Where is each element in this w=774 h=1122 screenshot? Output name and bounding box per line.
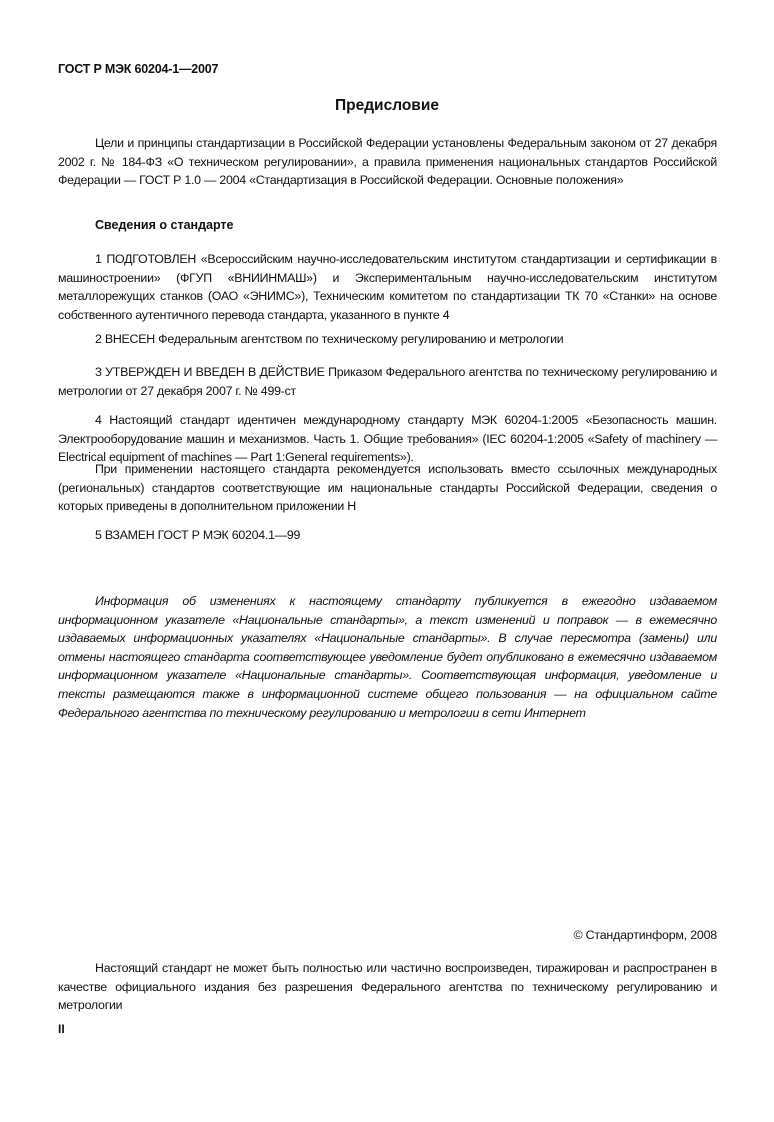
item-1-prepared: 1 ПОДГОТОВЛЕН «Всероссийским научно-исследовательским институтом стандартизации и сертификации в машиностроении» (ФГУП «ВНИИНМАШ») и Экспериментальным научно-исследовательским институтом металлорежущих станков (ОАО «ЭНИМС»), Техническим комитетом по стандартизации ТК 70 «Станки» на основе собственного аутентичного перевода стандарта, указанного в пункте 4	[58, 252, 717, 322]
section-heading: Сведения о стандарте	[95, 218, 234, 232]
standard-code-header: ГОСТ Р МЭК 60204-1—2007	[58, 62, 219, 76]
copyright-line: © Стандартинформ, 2008	[573, 928, 717, 942]
intro-paragraph: Цели и принципы стандартизации в Российской Федерации установлены Федеральным законом от 27 декабря 2002 г. № 184-ФЗ «О техническом регулировании», а правила применения национальных стандартов Российской Федерации — ГОСТ Р 1.0 — 2004 «Стандартизация в Российской Федерации. Основные положения»	[58, 136, 717, 188]
item-2-introduced: 2 ВНЕСЕН Федеральным агентством по техническому регулированию и метрологии	[95, 332, 564, 346]
item-3-approved: 3 УТВЕРЖДЕН И ВВЕДЕН В ДЕЙСТВИЕ Приказом Федерального агентства по техническому регулированию и метрологии от 27 декабря 2007 г. № 499-ст	[58, 365, 717, 398]
page-number: II	[58, 1022, 65, 1036]
changes-notice: Информация об изменениях к настоящему стандарту публикуется в ежегодно издаваемом информационном указателе «Национальные стандарты», а текст изменений и поправок — в ежемесячно издаваемых информационных указателях «Национальные стандарты». В случае пересмотра (замены) или отмены настоящего стандарта соответствующее уведомление будет опубликовано в ежемесячно издаваемом информационном указателе «Национальные стандарты». Соответствующая информация, уведомление и тексты размещаются также в информационной системе общего пользования — на официальном сайте Федерального агентства по техническому регулированию и метрологии в сети Интернет	[58, 594, 717, 720]
item-5-replaces: 5 ВЗАМЕН ГОСТ Р МЭК 60204.1—99	[95, 528, 301, 542]
item-4-application-note: При применении настоящего стандарта рекомендуется использовать вместо ссылочных международных (региональных) стандартов соответствующие им национальные стандарты Российской Федерации, сведения о которых приведены в дополнительном приложении Н	[58, 462, 717, 514]
page-title: Предисловие	[334, 97, 439, 114]
reproduction-notice: Настоящий стандарт не может быть полностью или частично воспроизведен, тиражирован и распространен в качестве официального издания без разрешения Федерального агентства по техническому регулированию и метрологии	[58, 961, 717, 1013]
item-4-identical: 4 Настоящий стандарт идентичен международному стандарту МЭК 60204-1:2005 «Безопасность машин. Электрооборудование машин и механизмов. Часть 1. Общие требования» (IEC 60204-1:2005 «Safety of machinery — Electrical equipment of machines — Part 1:General requirements»).	[58, 413, 717, 465]
